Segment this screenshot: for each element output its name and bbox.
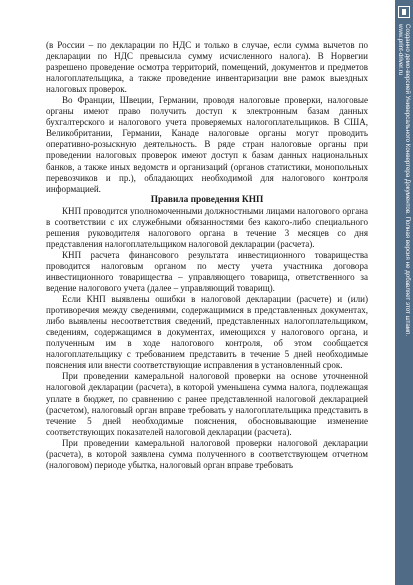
watermark-text (397, 24, 411, 354)
watermark-sidebar (395, 0, 413, 585)
watermark-line-1: Созданно демо-версией Универсального Конвертера Документов. Полная версия не добавляет этот штамп. (404, 24, 411, 337)
document-logo-icon (398, 6, 410, 18)
section-heading: Правила проведения КНП (150, 194, 264, 205)
paragraph-7: При проведении камеральной налоговой проверки налоговой декларации (расчета), в которой заявлена сумма полученного в соответствующем отчетном (налоговом) периоде убытка, налоговый орган вправе требовать (46, 437, 368, 470)
paragraph-2: Во Франции, Швеции, Германии, проводя налоговые проверки, налоговые органы имеют право получить доступ к электронным базам данных бухгалтерского и налогового учета проверяемых налогоплательщиков. В США, Великобритании, Германии, Канаде налоговые органы могут проводить оперативно-розыскную деятельность. В ряде стран налоговые органы при проведении налоговых проверок имеют доступ к базам данных национальных банков, а также иных ведомств и организаций (органов статистики, монопольных перевозчиков и пр.), обладающих необходимой для налогового контроля информацией. (46, 95, 368, 194)
document-body (46, 40, 368, 471)
watermark-line-2[interactable]: www.print-driver.ru (397, 24, 404, 76)
paragraph-5: Если КНП выявлены ошибки в налоговой декларации (расчете) и (или) противоречия между сведениями, содержащимися в представленных документах, либо выявлены несоответствия сведений, представленных налогоплательщиком, сведениям, содержащимся в документах, имеющихся у налогового органа, и полученным им в ходе налогового контроля, об этом сообщается налогоплательщику с требованием представить в течение 5 дней необходимые пояснения или внести соответствующие исправления в установленный срок. (46, 294, 368, 371)
paragraph-1: (в России – по декларации по НДС и только в случае, если сумма вычетов по декларации по НДС превысила сумму исчисленного налога). В Норвегии разрешено проведение осмотра территорий, помещений, документов и предметов налогоплательщика, а также проведение инвентаризации вне рамок выездных налоговых проверок. (46, 40, 368, 95)
paragraph-3: КНП проводится уполномоченными должностными лицами налогового органа в соответствии с их служебными обязанностями без какого-либо специального решения руководителя налогового органа в течение 3 месяцев со дня представления налогоплательщиком налоговой декларации (расчета). (46, 205, 368, 249)
paragraph-6: При проведении камеральной налоговой проверки на основе уточненной налоговой декларации (расчета), в которой уменьшена сумма налога, подлежащая уплате в бюджет, по сравнению с ранее представленной налоговой декларацией (расчетом), налоговый орган вправе требовать у налогоплательщика представить в течение 5 дней необходимые пояснения, обосновывающие изменение соответствующих показателей налоговой декларации (расчета). (46, 371, 368, 437)
paragraph-4: КНП расчета финансового результата инвестиционного товарищества проводится налоговым органом по месту учета участника договора инвестиционного товарищества – управляющего товарища, ответственного за ведение налогового учета (далее – управляющий товарищ). (46, 249, 368, 294)
